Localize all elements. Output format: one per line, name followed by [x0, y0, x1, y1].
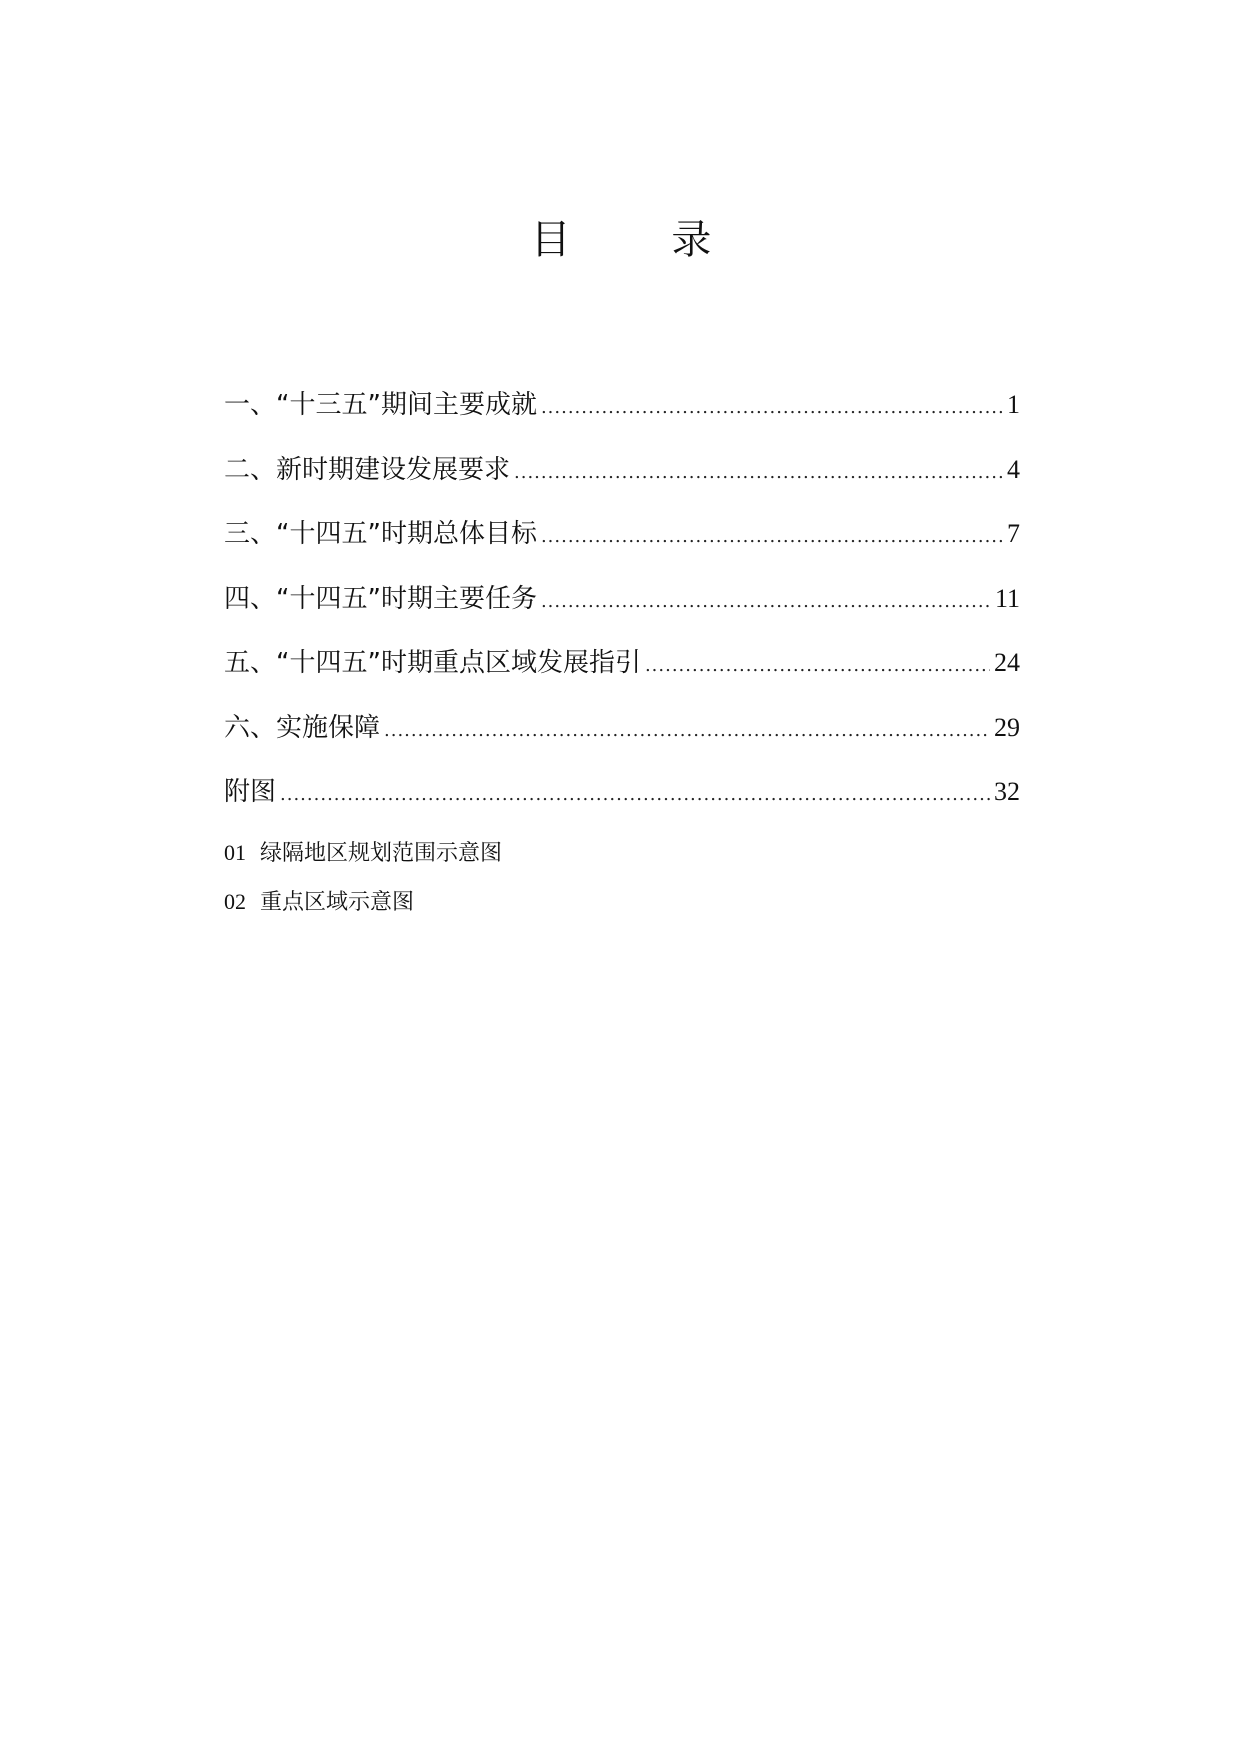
page-title: 目 录 [530, 217, 756, 263]
dot-leader [541, 593, 991, 611]
dot-leader [384, 722, 990, 740]
dot-leader [541, 528, 1003, 546]
appendix-item-02[interactable] [224, 891, 502, 940]
toc-entry-label: 一、“十三五”期间主要成就 [224, 390, 537, 420]
dot-leader [514, 464, 1003, 482]
dot-leader [645, 657, 990, 675]
toc-page-number: 7 [1007, 519, 1020, 548]
toc-page-number: 32 [994, 777, 1020, 806]
toc-entry-label: 附图 [224, 777, 277, 807]
toc-entry-5[interactable] [224, 650, 1020, 715]
dot-leader [541, 399, 1003, 417]
toc-page-number: 24 [994, 648, 1020, 677]
appendix-item-number: 02 [224, 889, 246, 914]
toc-page-number: 29 [994, 712, 1020, 742]
toc-entry-label: 六、实施保障 [224, 712, 381, 743]
dot-leader [280, 786, 990, 804]
toc-page-number: 1 [1007, 390, 1020, 419]
toc-page-number: 11 [994, 583, 1020, 613]
toc-entry-6[interactable] [224, 712, 1020, 780]
appendix-item-number: 01 [224, 840, 246, 865]
appendix-item-label: 重点区域示意图 [260, 889, 415, 914]
toc-entry-label: 四、“十四五”时期主要任务 [224, 583, 537, 614]
table-of-contents [224, 392, 1020, 844]
toc-entry-label: 三、“十四五”时期总体目标 [224, 519, 537, 549]
appendix-item-01[interactable] [224, 842, 502, 891]
toc-entry-1[interactable] [224, 392, 1020, 457]
appendix-figure-list [224, 842, 502, 940]
toc-entry-3[interactable] [224, 521, 1020, 586]
toc-entry-label: 二、新时期建设发展要求 [224, 454, 511, 485]
toc-entry-2[interactable] [224, 454, 1020, 522]
toc-entry-7[interactable] [224, 779, 1020, 844]
toc-entry-label: 五、“十四五”时期重点区域发展指引 [224, 648, 641, 678]
toc-page-number: 4 [1007, 454, 1020, 484]
appendix-item-label: 绿隔地区规划范围示意图 [260, 840, 503, 865]
toc-entry-4[interactable] [224, 583, 1020, 651]
